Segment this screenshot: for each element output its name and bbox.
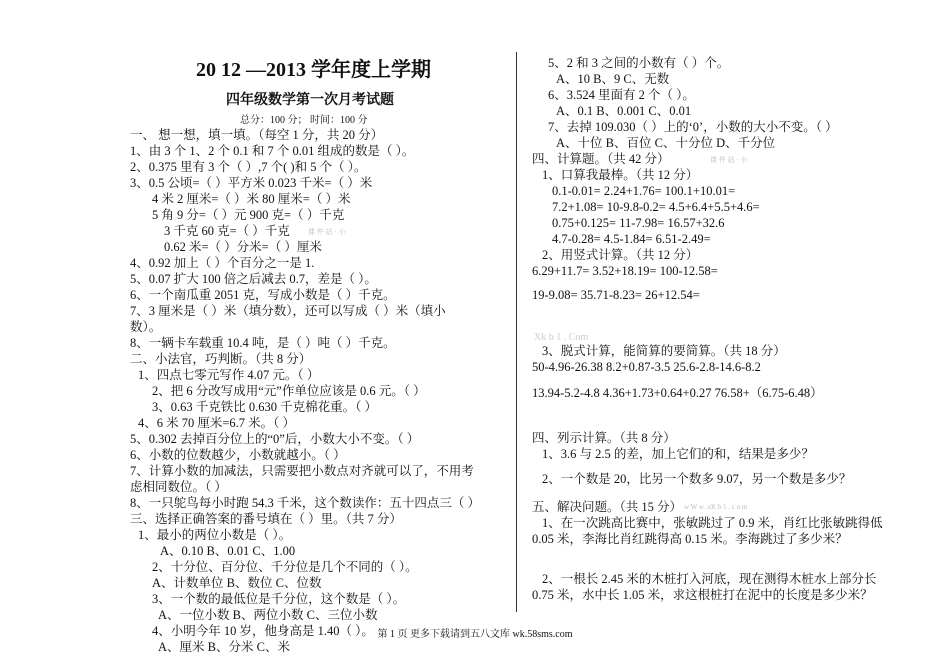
subsection-heading: 1、口算我最棒。（共 12 分） xyxy=(542,168,699,182)
section-heading: 四、列示计算。（共 8 分） xyxy=(532,431,676,445)
question-line: 2、一根长 2.45 米的木桩打入河底，现在测得木桩水上部分长 xyxy=(542,572,877,586)
question-line: 2、一个数是 20，比另一个数多 9.07，另一个数是多少？ xyxy=(542,472,852,486)
question-line: 3、一个数的最低位是千分位，这个数是（ ）。 xyxy=(152,592,406,606)
answer-options: A、一位小数 B、两位小数 C、三位小数 xyxy=(158,608,378,622)
section-5-heading: 五、解决问题。（共 15 分） xyxy=(532,500,683,514)
question-line: 2、十分位、百分位、千分位是几个不同的（ ）。 xyxy=(152,560,418,574)
watermark: Xk b 1 . Com xyxy=(534,332,589,343)
question-line: 5 角 9 分=（ ）元 900 克=（ ）千克 xyxy=(152,208,345,222)
question-line: 1、3.6 与 2.5 的差，加上它们的和，结果是多少？ xyxy=(542,447,814,461)
column-divider xyxy=(516,52,517,612)
question-line: 1、最小的两位小数是（ ）。 xyxy=(138,528,292,542)
question-line: 3 千克 60 克=（ ）千克 xyxy=(164,224,290,238)
question-line: 6、3.524 里面有 2 个（ ）。 xyxy=(548,88,695,102)
question-line: 4、0.92 加上（ ）个百分之一是 1. xyxy=(130,256,315,270)
calc-row: 0.1-0.01= 2.24+1.76= 100.1+10.01= xyxy=(552,184,736,198)
exam-subtitle: 四年级数学第一次月考试题 xyxy=(226,93,394,108)
question-line: 5、0.302 去掉百分位上的“0”后，小数大小不变。（ ） xyxy=(130,432,420,446)
section-4-heading: 四、计算题。（共 42 分） xyxy=(532,152,670,166)
answer-options: A、10 B、9 C、无数 xyxy=(556,72,670,86)
calc-row: 50-4.96-26.38 8.2+0.87-3.5 25.6-2.8-14.6-8.2 xyxy=(532,360,761,374)
question-line: 数）。 xyxy=(130,320,162,334)
question-line: 5、2 和 3 之间的小数有（ ）个。 xyxy=(548,56,730,70)
question-line: 3、0.63 千克铁比 0.630 千克棉花重。（ ） xyxy=(152,400,378,414)
watermark: 课 件 站 · 小 xyxy=(710,156,748,164)
question-line: 7、3 厘米是（ ）米（填分数），还可以写成（ ）米（填小 xyxy=(130,304,446,318)
question-line: 0.62 米=（ ）分米=（ ）厘米 xyxy=(164,240,322,254)
exam-meta: 总分：100 分； 时间：100 分 xyxy=(240,115,368,126)
page-footer: 第 1 页 更多下载请到五八文库 wk.58sms.com xyxy=(377,629,573,640)
question-line: 2、0.375 里有 3 个（ ）,7 个( )和 5 个（ ）。 xyxy=(130,160,367,174)
section-2-heading: 二、小法官，巧判断。（共 8 分） xyxy=(130,352,312,366)
question-line: 1、在一次跳高比赛中，张敏跳过了 0.9 米，肖红比张敏跳得低 xyxy=(542,516,883,530)
question-line: 3、0.5 公顷=（ ）平方米 0.023 千米=（ ）米 xyxy=(130,176,373,190)
question-line: 7、去掉 109.030（ ）上的‘0’，小数的大小不变。（ ） xyxy=(548,120,838,134)
calc-row: 7.2+1.08= 10-9.8-0.2= 4.5+6.4+5.5+4.6= xyxy=(552,200,760,214)
answer-options: A、0.10 B、0.01 C、1.00 xyxy=(160,544,296,558)
answer-options: A、计数单位 B、数位 C、位数 xyxy=(152,576,322,590)
question-line: 0.75 米，水中长 1.05 米，求这根桩打在泥中的长度是多少米？ xyxy=(532,588,873,602)
question-line: 4、6 米 70 厘米=6.7 米。（ ） xyxy=(138,416,296,430)
exam-title: 20 12 —2013 学年度上学期 xyxy=(196,59,431,81)
question-line: 1、由 3 个 1、2 个 0.1 和 7 个 0.01 组成的数是（ ）。 xyxy=(130,144,415,158)
question-line: 1、四点七零元写作 4.07 元。（ ） xyxy=(138,368,320,382)
question-line: 4 米 2 厘米=（ ）米 80 厘米=（ ）米 xyxy=(152,192,351,206)
section-1-heading: 一、 想一想，填一填。（每空 1 分，共 20 分） xyxy=(130,128,384,142)
watermark: 课 件 站 · 小 xyxy=(308,228,346,236)
subsection-heading: 3、脱式计算，能简算的要简算。（共 18 分） xyxy=(542,344,786,358)
question-line: 8、一只鸵鸟每小时跑 54.3 千米，这个数读作：五十四点三（ ） xyxy=(130,496,481,510)
calc-row: 6.29+11.7= 3.52+18.19= 100-12.58= xyxy=(532,264,718,278)
answer-options: A、十位 B、百位 C、十分位 D、千分位 xyxy=(556,136,776,150)
question-line: 6、小数的位数越少，小数就越小。（ ） xyxy=(130,448,346,462)
question-line: 0.05 米，李海比肖红跳得高 0.15 米。李海跳过了多少米？ xyxy=(532,532,848,546)
answer-options: A、厘米 B、分米 C、米 xyxy=(158,640,290,654)
question-line: 4、小明今年 10 岁，他身高是 1.40（ ）。 xyxy=(152,624,374,638)
question-line: 6、一个南瓜重 2051 克，写成小数是（ ）千克。 xyxy=(130,288,396,302)
question-line: 7、计算小数的加减法，只需要把小数点对齐就可以了，不用考 xyxy=(130,464,474,478)
subsection-heading: 2、用竖式计算。（共 12 分） xyxy=(542,248,699,262)
calc-row: 13.94-5.2-4.8 4.36+1.73+0.64+0.27 76.58+（6.75-6.48） xyxy=(532,386,823,400)
question-line: 2、把 6 分改写成用“元”作单位应该是 0.6 元。（ ） xyxy=(152,384,426,398)
question-line: 虑相同数位。（ ） xyxy=(130,480,227,494)
calc-row: 19-9.08= 35.71-8.23= 26+12.54= xyxy=(532,288,700,302)
question-line: 8、一辆卡车载重 10.4 吨，是（ ）吨（ ）千克。 xyxy=(130,336,396,350)
question-line: 5、0.07 扩大 100 倍之后减去 0.7，差是（ ）。 xyxy=(130,272,377,286)
calc-row: 4.7-0.28= 4.5-1.84= 6.51-2.49= xyxy=(552,232,711,246)
answer-options: A、0.1 B、0.001 C、0.01 xyxy=(556,104,692,118)
watermark: w W w .xK b 1 . c o m xyxy=(684,503,748,511)
calc-row: 0.75+0.125= 11-7.98= 16.57+32.6 xyxy=(552,216,725,230)
section-3-heading: 三、选择正确答案的番号填在（ ）里。（共 7 分） xyxy=(130,512,402,526)
